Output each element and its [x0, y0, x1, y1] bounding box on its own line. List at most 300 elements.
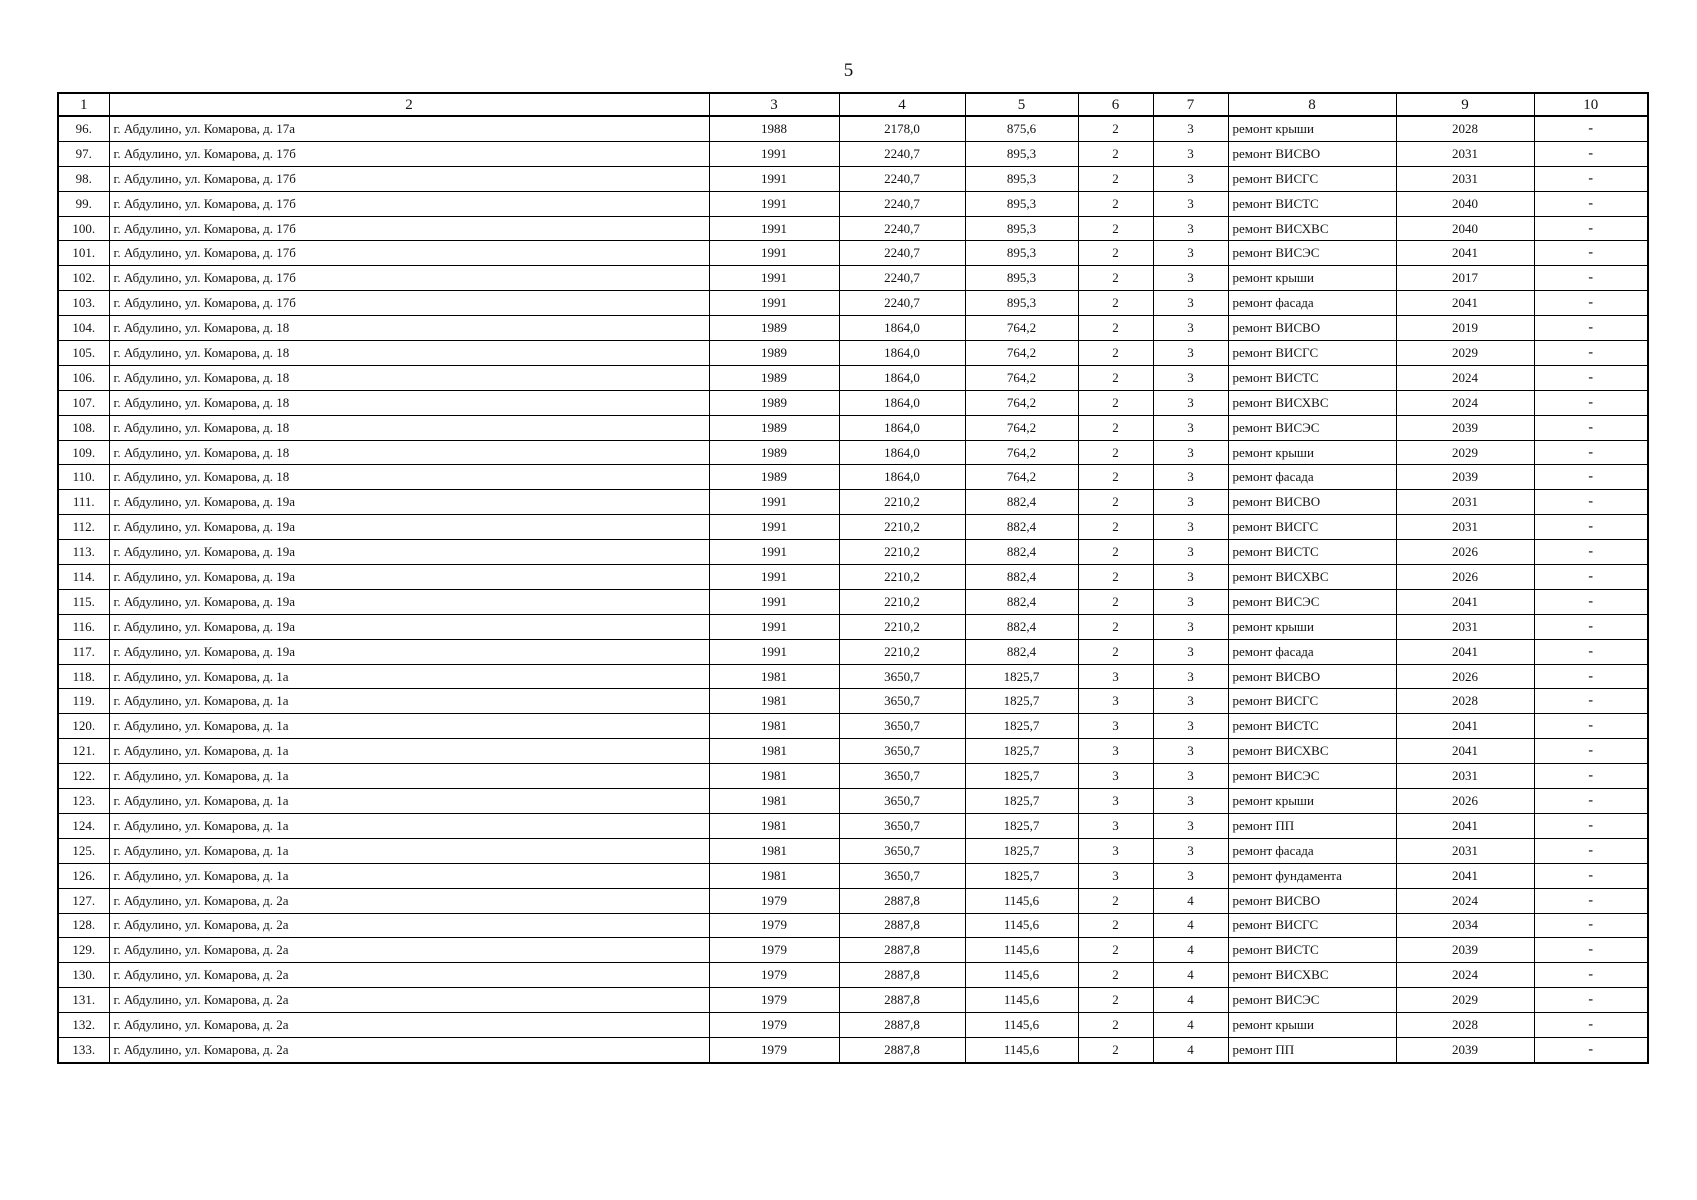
total-area-cell: 2887,8	[839, 888, 965, 913]
repair-type-cell: ремонт крыши	[1228, 614, 1396, 639]
living-area-cell: 764,2	[965, 440, 1078, 465]
repair-type-cell: ремонт ВИСТС	[1228, 365, 1396, 390]
column-header: 4	[839, 93, 965, 116]
table-row	[58, 988, 1648, 1013]
year-built-cell: 1989	[709, 316, 839, 341]
address-cell: г. Абдулино, ул. Комарова, д. 18	[109, 440, 709, 465]
address-cell: г. Абдулино, ул. Комарова, д. 1а	[109, 838, 709, 863]
year-built-cell: 1991	[709, 639, 839, 664]
column-header: 2	[109, 93, 709, 116]
living-area-cell: 1145,6	[965, 913, 1078, 938]
floors-cell: 3	[1153, 390, 1228, 415]
repair-type-cell: ремонт крыши	[1228, 440, 1396, 465]
entrances-cell: 3	[1078, 863, 1153, 888]
planned-year-cell: 2024	[1396, 390, 1534, 415]
year-built-cell: 1991	[709, 241, 839, 266]
row-number-cell: 121.	[58, 739, 109, 764]
address-cell: г. Абдулино, ул. Комарова, д. 1а	[109, 739, 709, 764]
floors-cell: 3	[1153, 813, 1228, 838]
living-area-cell: 882,4	[965, 490, 1078, 515]
year-built-cell: 1981	[709, 714, 839, 739]
floors-cell: 3	[1153, 116, 1228, 141]
note-cell: -	[1534, 166, 1648, 191]
note-cell: -	[1534, 465, 1648, 490]
address-cell: г. Абдулино, ул. Комарова, д. 19а	[109, 589, 709, 614]
row-number-cell: 112.	[58, 515, 109, 540]
note-cell: -	[1534, 1013, 1648, 1038]
entrances-cell: 2	[1078, 515, 1153, 540]
floors-cell: 3	[1153, 739, 1228, 764]
repair-type-cell: ремонт ВИСВО	[1228, 316, 1396, 341]
floors-cell: 4	[1153, 938, 1228, 963]
entrances-cell: 2	[1078, 614, 1153, 639]
row-number-cell: 120.	[58, 714, 109, 739]
note-cell: -	[1534, 141, 1648, 166]
planned-year-cell: 2029	[1396, 440, 1534, 465]
table-row	[58, 664, 1648, 689]
floors-cell: 3	[1153, 266, 1228, 291]
address-cell: г. Абдулино, ул. Комарова, д. 18	[109, 415, 709, 440]
column-header: 8	[1228, 93, 1396, 116]
note-cell: -	[1534, 863, 1648, 888]
total-area-cell: 1864,0	[839, 440, 965, 465]
address-cell: г. Абдулино, ул. Комарова, д. 2а	[109, 888, 709, 913]
living-area-cell: 1825,7	[965, 838, 1078, 863]
planned-year-cell: 2041	[1396, 639, 1534, 664]
planned-year-cell: 2031	[1396, 141, 1534, 166]
floors-cell: 3	[1153, 614, 1228, 639]
row-number-cell: 124.	[58, 813, 109, 838]
note-cell: -	[1534, 689, 1648, 714]
address-cell: г. Абдулино, ул. Комарова, д. 1а	[109, 714, 709, 739]
entrances-cell: 2	[1078, 415, 1153, 440]
year-built-cell: 1981	[709, 813, 839, 838]
table-row	[58, 963, 1648, 988]
address-cell: г. Абдулино, ул. Комарова, д. 19а	[109, 540, 709, 565]
year-built-cell: 1979	[709, 913, 839, 938]
planned-year-cell: 2031	[1396, 614, 1534, 639]
total-area-cell: 1864,0	[839, 390, 965, 415]
year-built-cell: 1979	[709, 888, 839, 913]
planned-year-cell: 2028	[1396, 116, 1534, 141]
planned-year-cell: 2024	[1396, 365, 1534, 390]
entrances-cell: 2	[1078, 440, 1153, 465]
row-number-cell: 118.	[58, 664, 109, 689]
repair-type-cell: ремонт ВИСВО	[1228, 141, 1396, 166]
note-cell: -	[1534, 789, 1648, 814]
row-number-cell: 100.	[58, 216, 109, 241]
living-area-cell: 895,3	[965, 241, 1078, 266]
floors-cell: 3	[1153, 440, 1228, 465]
table-row	[58, 266, 1648, 291]
row-number-cell: 99.	[58, 191, 109, 216]
planned-year-cell: 2039	[1396, 465, 1534, 490]
note-cell: -	[1534, 216, 1648, 241]
entrances-cell: 2	[1078, 216, 1153, 241]
entrances-cell: 2	[1078, 291, 1153, 316]
floors-cell: 3	[1153, 415, 1228, 440]
repair-type-cell: ремонт ВИСХВС	[1228, 565, 1396, 590]
address-cell: г. Абдулино, ул. Комарова, д. 19а	[109, 490, 709, 515]
entrances-cell: 3	[1078, 739, 1153, 764]
address-cell: г. Абдулино, ул. Комарова, д. 17б	[109, 216, 709, 241]
floors-cell: 3	[1153, 316, 1228, 341]
total-area-cell: 2240,7	[839, 191, 965, 216]
planned-year-cell: 2039	[1396, 415, 1534, 440]
entrances-cell: 2	[1078, 341, 1153, 366]
year-built-cell: 1979	[709, 1013, 839, 1038]
note-cell: -	[1534, 266, 1648, 291]
entrances-cell: 3	[1078, 764, 1153, 789]
floors-cell: 4	[1153, 888, 1228, 913]
note-cell: -	[1534, 813, 1648, 838]
entrances-cell: 2	[1078, 540, 1153, 565]
year-built-cell: 1989	[709, 341, 839, 366]
entrances-cell: 2	[1078, 888, 1153, 913]
floors-cell: 3	[1153, 191, 1228, 216]
table-row	[58, 1037, 1648, 1062]
planned-year-cell: 2041	[1396, 714, 1534, 739]
row-number-cell: 108.	[58, 415, 109, 440]
row-number-cell: 116.	[58, 614, 109, 639]
living-area-cell: 882,4	[965, 515, 1078, 540]
living-area-cell: 1145,6	[965, 963, 1078, 988]
planned-year-cell: 2041	[1396, 241, 1534, 266]
year-built-cell: 1979	[709, 938, 839, 963]
table-row	[58, 515, 1648, 540]
table-row	[58, 116, 1648, 141]
entrances-cell: 2	[1078, 963, 1153, 988]
note-cell: -	[1534, 589, 1648, 614]
living-area-cell: 882,4	[965, 589, 1078, 614]
column-header: 7	[1153, 93, 1228, 116]
floors-cell: 4	[1153, 913, 1228, 938]
planned-year-cell: 2024	[1396, 963, 1534, 988]
repair-type-cell: ремонт фасада	[1228, 291, 1396, 316]
floors-cell: 3	[1153, 465, 1228, 490]
address-cell: г. Абдулино, ул. Комарова, д. 18	[109, 341, 709, 366]
planned-year-cell: 2029	[1396, 988, 1534, 1013]
total-area-cell: 2210,2	[839, 639, 965, 664]
living-area-cell: 1145,6	[965, 1013, 1078, 1038]
year-built-cell: 1991	[709, 589, 839, 614]
note-cell: -	[1534, 565, 1648, 590]
table-row	[58, 614, 1648, 639]
year-built-cell: 1991	[709, 490, 839, 515]
repair-type-cell: ремонт ВИСХВС	[1228, 963, 1396, 988]
living-area-cell: 1145,6	[965, 988, 1078, 1013]
note-cell: -	[1534, 440, 1648, 465]
entrances-cell: 2	[1078, 390, 1153, 415]
table-row	[58, 415, 1648, 440]
column-header: 6	[1078, 93, 1153, 116]
living-area-cell: 895,3	[965, 141, 1078, 166]
entrances-cell: 2	[1078, 116, 1153, 141]
planned-year-cell: 2026	[1396, 540, 1534, 565]
year-built-cell: 1979	[709, 988, 839, 1013]
entrances-cell: 2	[1078, 141, 1153, 166]
floors-cell: 3	[1153, 341, 1228, 366]
repair-type-cell: ремонт ВИСГС	[1228, 166, 1396, 191]
row-number-cell: 133.	[58, 1037, 109, 1062]
floors-cell: 4	[1153, 963, 1228, 988]
planned-year-cell: 2031	[1396, 166, 1534, 191]
note-cell: -	[1534, 316, 1648, 341]
address-cell: г. Абдулино, ул. Комарова, д. 19а	[109, 614, 709, 639]
floors-cell: 3	[1153, 216, 1228, 241]
living-area-cell: 1825,7	[965, 789, 1078, 814]
note-cell: -	[1534, 639, 1648, 664]
repair-type-cell: ремонт ВИСГС	[1228, 913, 1396, 938]
total-area-cell: 2178,0	[839, 116, 965, 141]
total-area-cell: 2210,2	[839, 614, 965, 639]
note-cell: -	[1534, 291, 1648, 316]
repair-type-cell: ремонт крыши	[1228, 789, 1396, 814]
total-area-cell: 1864,0	[839, 415, 965, 440]
row-number-cell: 115.	[58, 589, 109, 614]
note-cell: -	[1534, 938, 1648, 963]
entrances-cell: 2	[1078, 589, 1153, 614]
year-built-cell: 1991	[709, 291, 839, 316]
row-number-cell: 103.	[58, 291, 109, 316]
floors-cell: 3	[1153, 365, 1228, 390]
year-built-cell: 1979	[709, 1037, 839, 1062]
table-row	[58, 888, 1648, 913]
living-area-cell: 764,2	[965, 390, 1078, 415]
column-header: 3	[709, 93, 839, 116]
year-built-cell: 1991	[709, 515, 839, 540]
address-cell: г. Абдулино, ул. Комарова, д. 17б	[109, 266, 709, 291]
planned-year-cell: 2039	[1396, 1037, 1534, 1062]
entrances-cell: 2	[1078, 639, 1153, 664]
entrances-cell: 2	[1078, 1037, 1153, 1062]
repair-type-cell: ремонт ВИСЭС	[1228, 241, 1396, 266]
column-header: 5	[965, 93, 1078, 116]
total-area-cell: 2210,2	[839, 589, 965, 614]
repair-type-cell: ремонт фасада	[1228, 639, 1396, 664]
planned-year-cell: 2019	[1396, 316, 1534, 341]
year-built-cell: 1981	[709, 689, 839, 714]
address-cell: г. Абдулино, ул. Комарова, д. 17б	[109, 291, 709, 316]
total-area-cell: 2240,7	[839, 266, 965, 291]
year-built-cell: 1991	[709, 141, 839, 166]
living-area-cell: 895,3	[965, 291, 1078, 316]
year-built-cell: 1991	[709, 266, 839, 291]
entrances-cell: 2	[1078, 490, 1153, 515]
living-area-cell: 895,3	[965, 166, 1078, 191]
repair-type-cell: ремонт ВИСЭС	[1228, 589, 1396, 614]
table-row	[58, 589, 1648, 614]
living-area-cell: 764,2	[965, 465, 1078, 490]
note-cell: -	[1534, 614, 1648, 639]
row-number-cell: 128.	[58, 913, 109, 938]
total-area-cell: 2887,8	[839, 988, 965, 1013]
repair-type-cell: ремонт ПП	[1228, 813, 1396, 838]
floors-cell: 3	[1153, 863, 1228, 888]
planned-year-cell: 2028	[1396, 1013, 1534, 1038]
floors-cell: 3	[1153, 838, 1228, 863]
repair-type-cell: ремонт ВИСЭС	[1228, 415, 1396, 440]
year-built-cell: 1989	[709, 390, 839, 415]
repair-type-cell: ремонт ВИСТС	[1228, 714, 1396, 739]
row-number-cell: 123.	[58, 789, 109, 814]
address-cell: г. Абдулино, ул. Комарова, д. 19а	[109, 565, 709, 590]
planned-year-cell: 2040	[1396, 216, 1534, 241]
address-cell: г. Абдулино, ул. Комарова, д. 17б	[109, 241, 709, 266]
total-area-cell: 3650,7	[839, 664, 965, 689]
row-number-cell: 109.	[58, 440, 109, 465]
total-area-cell: 1864,0	[839, 365, 965, 390]
living-area-cell: 764,2	[965, 341, 1078, 366]
entrances-cell: 2	[1078, 316, 1153, 341]
address-cell: г. Абдулино, ул. Комарова, д. 17б	[109, 166, 709, 191]
table-row	[58, 490, 1648, 515]
year-built-cell: 1988	[709, 116, 839, 141]
entrances-cell: 2	[1078, 191, 1153, 216]
living-area-cell: 882,4	[965, 540, 1078, 565]
note-cell: -	[1534, 739, 1648, 764]
floors-cell: 3	[1153, 689, 1228, 714]
row-number-cell: 104.	[58, 316, 109, 341]
total-area-cell: 3650,7	[839, 789, 965, 814]
note-cell: -	[1534, 764, 1648, 789]
address-cell: г. Абдулино, ул. Комарова, д. 1а	[109, 813, 709, 838]
living-area-cell: 764,2	[965, 415, 1078, 440]
table-row	[58, 1013, 1648, 1038]
total-area-cell: 2887,8	[839, 1037, 965, 1062]
total-area-cell: 1864,0	[839, 316, 965, 341]
total-area-cell: 2210,2	[839, 515, 965, 540]
note-cell: -	[1534, 365, 1648, 390]
entrances-cell: 2	[1078, 365, 1153, 390]
repair-type-cell: ремонт ВИСВО	[1228, 664, 1396, 689]
floors-cell: 3	[1153, 764, 1228, 789]
address-cell: г. Абдулино, ул. Комарова, д. 19а	[109, 515, 709, 540]
row-number-cell: 129.	[58, 938, 109, 963]
repair-type-cell: ремонт ВИСВО	[1228, 888, 1396, 913]
table-body	[58, 116, 1648, 1063]
total-area-cell: 3650,7	[839, 838, 965, 863]
row-number-cell: 105.	[58, 341, 109, 366]
living-area-cell: 882,4	[965, 639, 1078, 664]
floors-cell: 4	[1153, 988, 1228, 1013]
entrances-cell: 2	[1078, 913, 1153, 938]
total-area-cell: 2240,7	[839, 141, 965, 166]
planned-year-cell: 2026	[1396, 789, 1534, 814]
repair-type-cell: ремонт крыши	[1228, 266, 1396, 291]
living-area-cell: 895,3	[965, 191, 1078, 216]
repair-type-cell: ремонт ВИСЭС	[1228, 764, 1396, 789]
year-built-cell: 1991	[709, 565, 839, 590]
note-cell: -	[1534, 838, 1648, 863]
total-area-cell: 2240,7	[839, 241, 965, 266]
address-cell: г. Абдулино, ул. Комарова, д. 18	[109, 465, 709, 490]
planned-year-cell: 2041	[1396, 813, 1534, 838]
repair-type-cell: ремонт фасада	[1228, 838, 1396, 863]
year-built-cell: 1981	[709, 739, 839, 764]
planned-year-cell: 2041	[1396, 739, 1534, 764]
row-number-cell: 130.	[58, 963, 109, 988]
row-number-cell: 114.	[58, 565, 109, 590]
note-cell: -	[1534, 390, 1648, 415]
floors-cell: 3	[1153, 540, 1228, 565]
note-cell: -	[1534, 888, 1648, 913]
total-area-cell: 2240,7	[839, 291, 965, 316]
page-number: 5	[843, 60, 854, 81]
table-row	[58, 863, 1648, 888]
note-cell: -	[1534, 415, 1648, 440]
floors-cell: 3	[1153, 291, 1228, 316]
address-cell: г. Абдулино, ул. Комарова, д. 2а	[109, 1037, 709, 1062]
living-area-cell: 764,2	[965, 316, 1078, 341]
year-built-cell: 1979	[709, 963, 839, 988]
row-number-cell: 119.	[58, 689, 109, 714]
table-row	[58, 365, 1648, 390]
year-built-cell: 1981	[709, 863, 839, 888]
floors-cell: 3	[1153, 241, 1228, 266]
table-row	[58, 838, 1648, 863]
living-area-cell: 1825,7	[965, 863, 1078, 888]
living-area-cell: 764,2	[965, 365, 1078, 390]
floors-cell: 4	[1153, 1013, 1228, 1038]
entrances-cell: 2	[1078, 938, 1153, 963]
planned-year-cell: 2026	[1396, 664, 1534, 689]
table-row	[58, 316, 1648, 341]
row-number-cell: 107.	[58, 390, 109, 415]
living-area-cell: 1145,6	[965, 1037, 1078, 1062]
address-cell: г. Абдулино, ул. Комарова, д. 17б	[109, 141, 709, 166]
planned-year-cell: 2028	[1396, 689, 1534, 714]
row-number-cell: 96.	[58, 116, 109, 141]
entrances-cell: 2	[1078, 1013, 1153, 1038]
floors-cell: 3	[1153, 639, 1228, 664]
column-header: 1	[58, 93, 109, 116]
entrances-cell: 2	[1078, 266, 1153, 291]
row-number-cell: 132.	[58, 1013, 109, 1038]
repair-type-cell: ремонт ВИСХВС	[1228, 390, 1396, 415]
floors-cell: 3	[1153, 664, 1228, 689]
table-row	[58, 540, 1648, 565]
repair-type-cell: ремонт крыши	[1228, 116, 1396, 141]
repair-type-cell: ремонт фундамента	[1228, 863, 1396, 888]
floors-cell: 3	[1153, 714, 1228, 739]
year-built-cell: 1981	[709, 764, 839, 789]
entrances-cell: 2	[1078, 166, 1153, 191]
address-cell: г. Абдулино, ул. Комарова, д. 1а	[109, 664, 709, 689]
address-cell: г. Абдулино, ул. Комарова, д. 17б	[109, 191, 709, 216]
table-row	[58, 689, 1648, 714]
year-built-cell: 1981	[709, 664, 839, 689]
table-row	[58, 913, 1648, 938]
table-row	[58, 938, 1648, 963]
floors-cell: 4	[1153, 1037, 1228, 1062]
address-cell: г. Абдулино, ул. Комарова, д. 18	[109, 365, 709, 390]
floors-cell: 3	[1153, 565, 1228, 590]
planned-year-cell: 2034	[1396, 913, 1534, 938]
note-cell: -	[1534, 341, 1648, 366]
year-built-cell: 1989	[709, 415, 839, 440]
total-area-cell: 3650,7	[839, 714, 965, 739]
entrances-cell: 3	[1078, 714, 1153, 739]
table-row	[58, 565, 1648, 590]
row-number-cell: 110.	[58, 465, 109, 490]
total-area-cell: 3650,7	[839, 813, 965, 838]
year-built-cell: 1991	[709, 614, 839, 639]
entrances-cell: 3	[1078, 813, 1153, 838]
year-built-cell: 1991	[709, 216, 839, 241]
floors-cell: 3	[1153, 589, 1228, 614]
note-cell: -	[1534, 241, 1648, 266]
